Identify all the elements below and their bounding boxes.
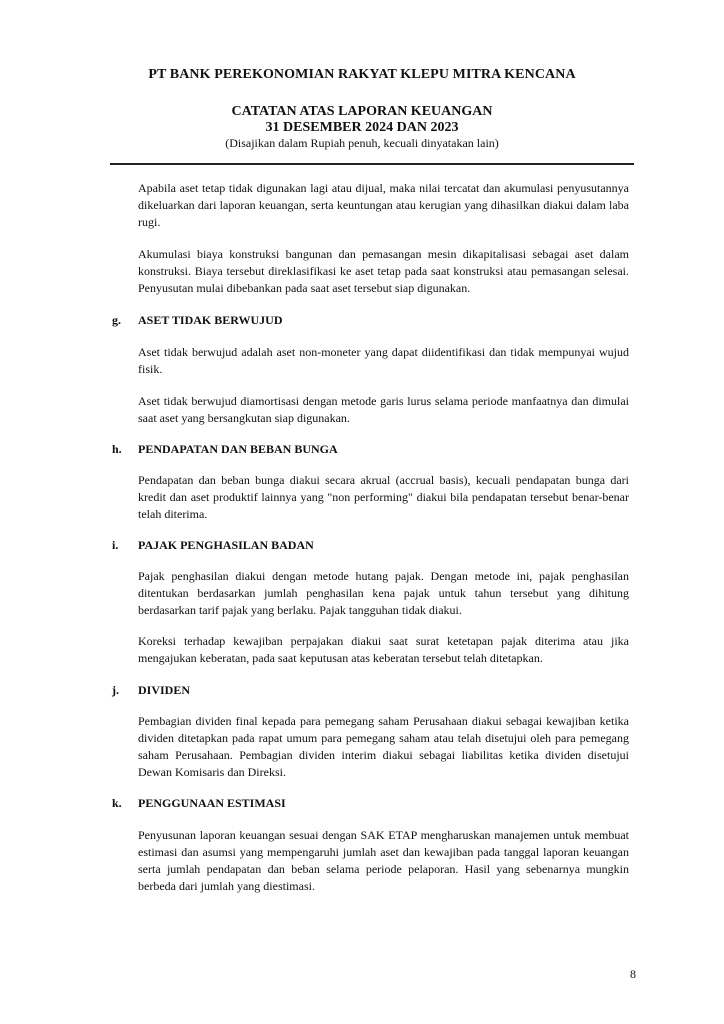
section-h-heading: [112, 441, 338, 458]
section-i-paragraph-2: Koreksi terhadap kewajiban perpajakan diakui saat surat ketetapan pajak diterima atau jika mengajukan keberatan, pada saat keputusan atas keberatan tersebut telah ditetapkan.: [138, 634, 629, 665]
section-g-title: ASET TIDAK BERWUJUD: [138, 313, 283, 327]
section-i-title: PAJAK PENGHASILAN BADAN: [138, 538, 314, 552]
section-i-letter: i.: [112, 538, 119, 552]
section-g-heading: [112, 312, 283, 329]
section-i-paragraph-1: Pajak penghasilan diakui dengan metode hutang pajak. Dengan metode ini, pajak penghasilan ditentukan berdasarkan jumlah penghasilan kena pajak untuk tahun tersebut yang dihitung berdasarkan tarif pajak yang berlaku. Pajak tangguhan tidak diakui.: [138, 569, 629, 617]
header-divider: [110, 163, 634, 165]
section-j-title: DIVIDEN: [138, 683, 191, 697]
document-title: CATATAN ATAS LAPORAN KEUANGAN: [231, 104, 493, 119]
document-date: 31 DESEMBER 2024 DAN 2023: [265, 120, 459, 135]
section-g-paragraph-2: Aset tidak berwujud diamortisasi dengan metode garis lurus selama periode manfaatnya dan dimulai saat aset yang bersangkutan siap digunakan.: [138, 394, 629, 425]
section-g-paragraph-1: Aset tidak berwujud adalah aset non-moneter yang dapat diidentifikasi dan tidak mempunyai wujud fisik.: [138, 345, 629, 376]
section-i-heading: [112, 537, 314, 554]
page-number: 8: [630, 967, 636, 981]
section-k-heading: [112, 795, 286, 812]
section-g-letter: g.: [112, 313, 121, 327]
section-h-letter: h.: [112, 442, 122, 456]
company-name: PT BANK PEREKONOMIAN RAKYAT KLEPU MITRA KENCANA: [148, 67, 576, 82]
fixed-assets-disposal-paragraph: Apabila aset tetap tidak digunakan lagi atau dijual, maka nilai tercatat dan akumulasi penyusutannya dikeluarkan dari laporan keuangan, serta keuntungan atau kerugian yang dihasilkan diakui dalam laba rugi.: [138, 181, 629, 229]
section-h-title: PENDAPATAN DAN BEBAN BUNGA: [138, 442, 338, 456]
section-k-letter: k.: [112, 796, 122, 810]
section-j-paragraph-1: Pembagian dividen final kepada para pemegang saham Perusahaan diakui sebagai kewajiban ketika dividen ditetapkan pada rapat umum para pemegang saham atau telah disetujui oleh para pemegang saham Perusahaan. Pembagian dividen interim diakui sebagai liabilitas ketika dividen disetujui Dewan Komisaris dan Direksi.: [138, 714, 629, 779]
section-j-letter: j.: [112, 683, 119, 697]
currency-note: (Disajikan dalam Rupiah penuh, kecuali dinyatakan lain): [225, 136, 499, 150]
section-j-heading: [112, 682, 190, 699]
section-k-paragraph-1: Penyusunan laporan keuangan sesuai dengan SAK ETAP mengharuskan manajemen untuk membuat estimasi dan asumsi yang mempengaruhi jumlah aset dan kewajiban pada tanggal laporan keuangan serta jumlah pendapatan dan beban selama periode pelaporan. Hasil yang sebenarnya mungkin berbeda dari jumlah yang diestimasi.: [138, 828, 629, 893]
section-k-title: PENGGUNAAN ESTIMASI: [138, 796, 286, 810]
section-h-paragraph-1: Pendapatan dan beban bunga diakui secara akrual (accrual basis), kecuali pendapatan bunga dari kredit dan aset produktif lainnya yang "non performing" diakui bila pendapatan tersebut benar-benar telah diterima.: [138, 473, 629, 521]
construction-in-progress-paragraph: Akumulasi biaya konstruksi bangunan dan pemasangan mesin dikapitalisasi sebagai aset dalam konstruksi. Biaya tersebut direklasifikasi ke aset tetap pada saat konstruksi atau pemasangan selesai. Penyusutan mulai dibebankan pada saat aset tersebut siap digunakan.: [138, 247, 629, 295]
